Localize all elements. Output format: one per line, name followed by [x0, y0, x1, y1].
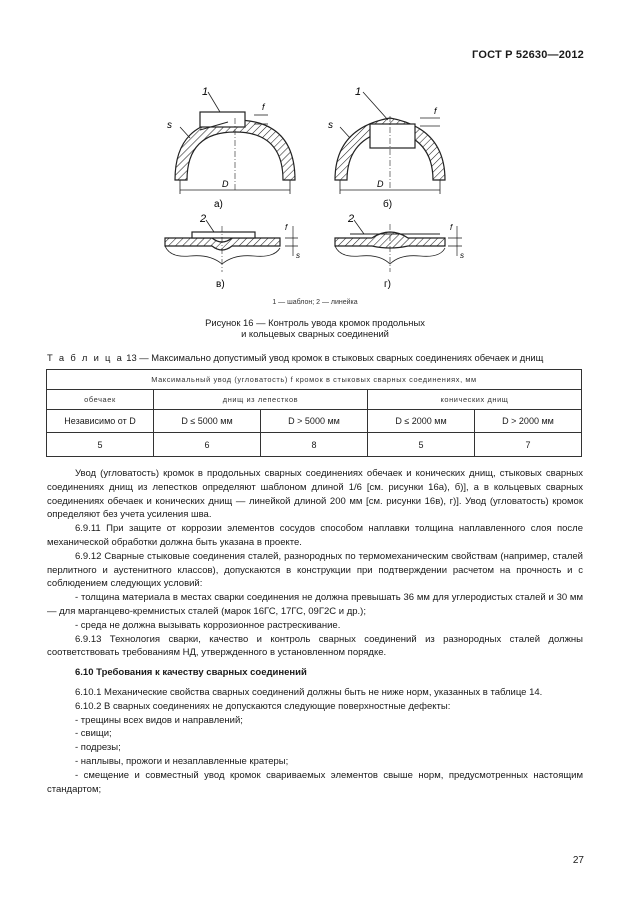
list-item: - толщина материала в местах сварки соединения не должна превышать 36 мм для углеродистых сталей и 30 мм — для марганцево-кремнистых сталей (марок 16ГС, 17ГС, 09Г2С и др.);: [47, 592, 583, 617]
table-col-conical-heads: конических днищ: [368, 390, 582, 410]
panel-g-label: г): [384, 279, 391, 290]
panel-g-dim-s: s: [460, 251, 464, 260]
paragraph: 6.10.2 В сварных соединениях не допускаются следующие поверхностные дефекты:: [75, 700, 451, 712]
list-item: - подрезы;: [75, 742, 121, 754]
panel-v-label: в): [216, 279, 225, 290]
list-item: - наплывы, прожоги и незаплавленные кратеры;: [75, 755, 289, 767]
panel-a-callout-s: s: [167, 120, 172, 131]
page-number: 27: [572, 855, 584, 866]
figure-16: [150, 80, 490, 295]
table-title: [47, 352, 543, 363]
panel-a-dim-f: f: [262, 102, 265, 112]
panel-v-dim-f: f: [285, 223, 288, 232]
figure-caption-line-1: Рисунок 16 — Контроль увода кромок продольных: [205, 317, 425, 328]
panel-a-label: а): [214, 199, 223, 210]
table-group-row: [47, 390, 582, 410]
paragraph: 6.9.11 При защите от коррозии элементов сосудов способом наплавки толщина наплавленного слоя после механической обработки должна быть указана в проекте.: [47, 523, 583, 548]
panel-b-label: б): [383, 199, 393, 210]
standard-header: ГОСТ Р 52630—2012: [472, 49, 584, 61]
paragraph: 6.9.13 Технология сварки, качество и контроль сварных соединений из разнородных сталей должны соответствовать требованиям НД, утвержденного в установленном порядке.: [47, 633, 583, 659]
panel-g-drawing: [335, 220, 462, 272]
table-subheader-row: [47, 410, 582, 433]
table-col-petal-heads: днищ из лепестков: [154, 390, 368, 410]
list-item: - свищи;: [75, 728, 112, 740]
table-cell: D ≤ 2000 мм: [368, 410, 475, 433]
section-heading: 6.10 Требования к качеству сварных соединений: [75, 667, 307, 679]
body-text: [47, 467, 583, 796]
table-cell: D > 2000 мм: [475, 410, 582, 433]
figure-legend: 1 — шаблон; 2 — линейка: [272, 299, 358, 306]
panel-v-drawing: [165, 220, 298, 272]
panel-b-dim-f: f: [434, 106, 437, 116]
paragraph: 6.9.12 Сварные стыковые соединения сталей, разнородных по термомеханическим свойствам (например, сталей перлитного и аустенитного классов), допускаются в конструкции при подтверждении расчетом на прочность и с соблюдением следующих условий:: [47, 550, 583, 590]
paragraph: Увод (угловатость) кромок в продольных сварных соединениях обечаек и конических днищ, стыковых сварных соединениях днищ из лепестков определяют шаблоном длиной 1/6 [см. рисунки 16а), б)], а в кольцевых сварных соединениях обечаек и конических днищ — линейкой длиной 200 мм [см. рисунки 16в), г)]. Увод (угловатость) кромок определяют без учета усиления шва.: [47, 468, 583, 521]
panel-v-dim-s: s: [296, 251, 300, 260]
list-item: - смещение и совместный увод кромок свариваемых элементов свыше норм, предусмотренных настоящим стандартом;: [47, 769, 583, 795]
panel-b-callout-1: 1: [355, 86, 362, 98]
table-cell: 7: [475, 433, 582, 457]
table-cell: Независимо от D: [47, 410, 154, 433]
table-values-row: [47, 433, 582, 457]
table-header-main: Максимальный увод (угловатость) f кромок в стыковых сварных соединениях, мм: [47, 370, 582, 390]
panel-a-callout-1: 1: [202, 86, 209, 98]
panel-v-callout-2: 2: [200, 213, 207, 225]
table-col-shells: обечаек: [47, 390, 154, 410]
table-header-row: [47, 370, 582, 390]
table-cell: 8: [261, 433, 368, 457]
table-13: [46, 369, 582, 457]
panel-g-dim-f: f: [450, 223, 453, 232]
table-cell: D ≤ 5000 мм: [154, 410, 261, 433]
figure-caption-line-2: и кольцевых сварных соединений: [241, 328, 389, 339]
paragraph: 6.10.1 Механические свойства сварных соединений должны быть не ниже норм, указанных в таблице 14.: [75, 686, 543, 698]
table-cell: 5: [47, 433, 154, 457]
figure-caption: [0, 317, 630, 339]
table-cell: 5: [368, 433, 475, 457]
list-item: - среда не должна вызывать коррозионное растрескивание.: [75, 619, 341, 631]
table-cell: 6: [154, 433, 261, 457]
panel-b-callout-s: s: [328, 120, 333, 131]
panel-b-drawing: [335, 92, 445, 194]
list-item: - трещины всех видов и направлений;: [75, 714, 243, 726]
table-cell: D > 5000 мм: [261, 410, 368, 433]
table-title-prefix: Т а б л и ц а: [47, 352, 124, 363]
panel-a-drawing: [175, 92, 295, 194]
table-title-text: 13 — Максимально допустимый увод кромок в стыковых сварных соединениях обечаек и днищ: [123, 352, 544, 363]
panel-b-dim-d: D: [377, 179, 384, 189]
panel-g-callout-2: 2: [348, 213, 355, 225]
panel-a-dim-d: D: [222, 179, 229, 189]
